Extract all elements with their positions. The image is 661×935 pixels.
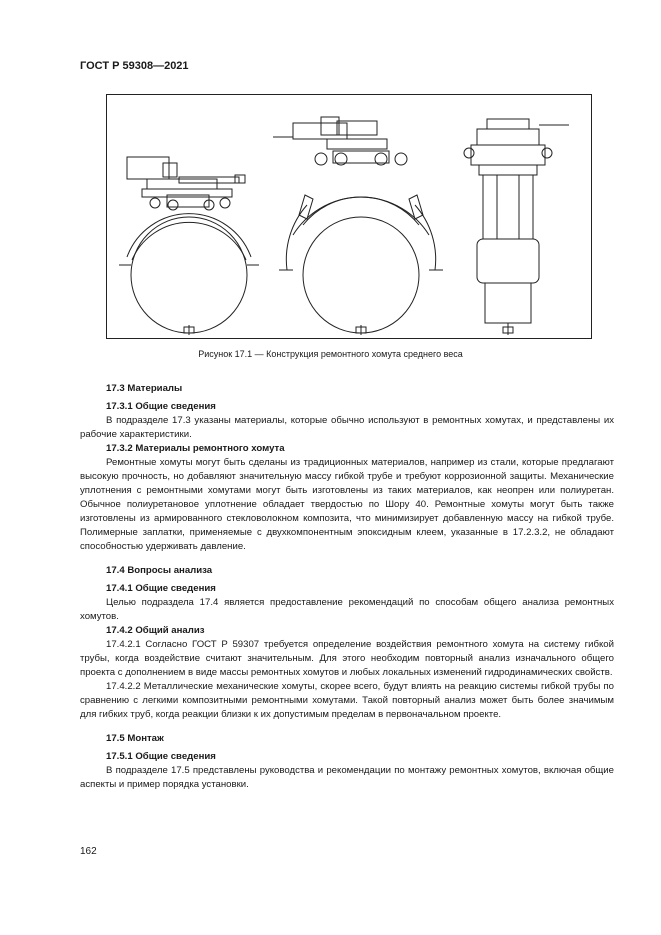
section-heading-17-3-1: 17.3.1 Общие сведения [106,401,216,412]
figure-caption: Рисунок 17.1 — Конструкция ремонтного хомута среднего веса [198,349,463,359]
paragraph-17-5-1: В подразделе 17.5 представлены руководства и рекомендации по монтажу ремонтных хомутов, включая общие аспекты и пример порядка установки. [80,765,614,790]
paragraph-17-4-1: Целью подраздела 17.4 является предоставление рекомендаций по способам общего анализа ремонтных хомутов. [80,597,614,622]
section-heading-17-5-1: 17.5.1 Общие сведения [106,751,216,762]
left-clamp-view [119,157,259,335]
document-body [80,382,614,792]
section-heading-17-3-2: 17.3.2 Материалы ремонтного хомута [106,443,285,454]
middle-clamp-view [273,117,443,335]
paragraph-17-4-2-1: 17.4.2.1 Согласно ГОСТ Р 59307 требуется определение воздействия ремонтного хомута на систему гибкой трубы, когда воздействие считают значительным. Для этого необходим повторный анализ изначального общего проекта с дополнением в виде массы ремонтных хомутов и любых локальных изменений гидродинамических свойств. [80,639,614,678]
section-heading-17-4-1: 17.4.1 Общие сведения [106,583,216,594]
section-heading-17-4-2: 17.4.2 Общий анализ [106,625,205,636]
paragraph-17-3-2: Ремонтные хомуты могут быть сделаны из традиционных материалов, например из стали, которые предлагают высокую прочность, но добавляют значительную массу гибкой трубе и требуют коррозионной защиты. Механические уплотнения с ремонтными хомутами могут быть изготовлены из таких материалов, как неопрен или полиуретан. Обычное полиуретановое уплотнение обладает твердостью по Шору 40. Ремонтные хомуты могут быть также изготовлены из армированного стекловолокном композита, что минимизирует добавленную массу на гибкой трубе. Полимерные заплатки, применяемые с двухкомпонентным эпоксидным клеем, указанные в 17.2.3.2, не обладают способностью удерживать давление. [80,457,614,552]
paragraph-17-3-1: В подразделе 17.3 указаны материалы, которые обычно используют в ремонтных хомутах, и представлены их рабочие характеристики. [80,415,614,440]
right-clamp-view [464,119,569,335]
section-heading-17-5: 17.5 Монтаж [106,733,164,744]
page-number: 162 [80,846,97,857]
section-heading-17-4: 17.4 Вопросы анализа [106,565,213,576]
document-header: ГОСТ Р 59308—2021 [80,60,189,72]
paragraph-17-4-2-2: 17.4.2.2 Металлические механические хомуты, скорее всего, будут влиять на реакцию системы гибкой трубы по сравнению с легкими композитными ремонтными хомутами. Такой повторный анализ может быть более значимым для гибких труб, когда реакции близки к их допустимым пределам в первоначальном проекте. [80,681,614,720]
section-heading-17-3: 17.3 Материалы [106,383,183,394]
figure-drawing [106,94,592,339]
